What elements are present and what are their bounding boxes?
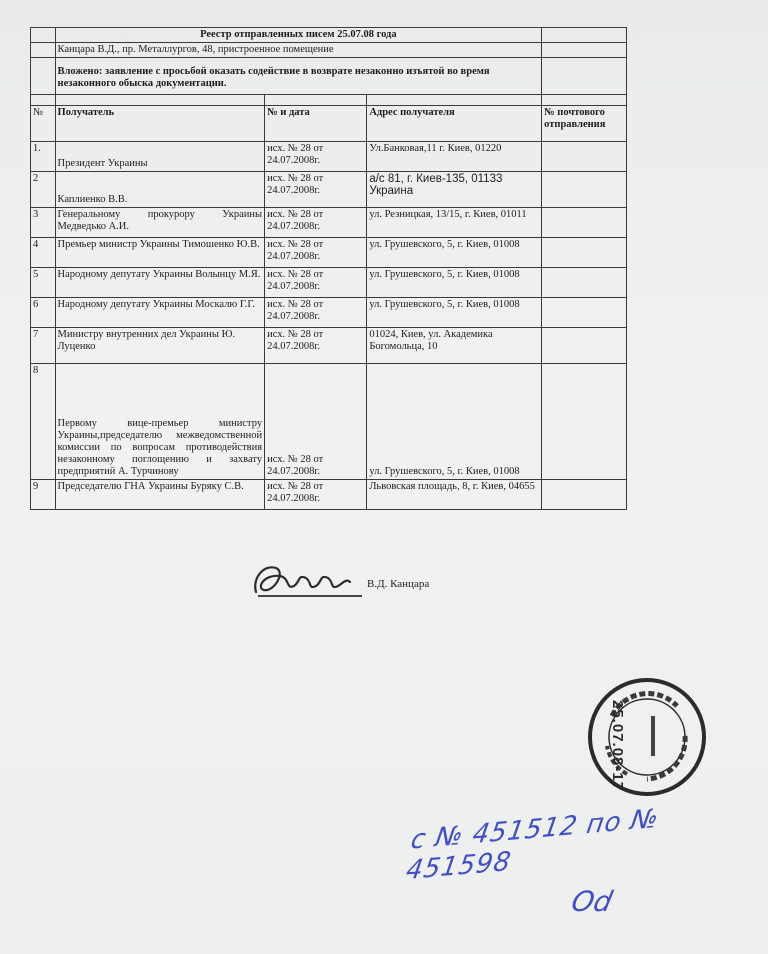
row-recipient: Президент Украины bbox=[55, 142, 265, 172]
row-ref: исх. № 28 от 24.07.2008г. bbox=[265, 364, 367, 480]
row-postal bbox=[542, 268, 627, 298]
header-row bbox=[31, 106, 627, 142]
table-row bbox=[31, 298, 627, 328]
row-address: ул. Грушевского, 5, г. Киев, 01008 bbox=[367, 298, 542, 328]
row-recipient: Первому вице-премьер министру Украины,председателю межведомственной комиссии по вопросам противодействия незаконному поглощению и захвату предприятий А. Турчинову bbox=[55, 364, 265, 480]
row-number: 7 bbox=[31, 328, 56, 364]
row-address: а/с 81, г. Киев-135, 01133 Украина bbox=[367, 172, 542, 208]
row-postal bbox=[542, 238, 627, 268]
registry-table bbox=[30, 27, 627, 510]
row-ref: исх. № 28 от 24.07.2008г. bbox=[265, 298, 367, 328]
row-recipient: Народному депутату Украины Волынцу М.Я. bbox=[55, 268, 265, 298]
stamp-date: 25.07.08-17 bbox=[609, 700, 626, 792]
header-postal: № почтового отправления bbox=[542, 106, 627, 142]
row-address: Ул.Банковая,11 г. Киев, 01220 bbox=[367, 142, 542, 172]
signature-scribble bbox=[250, 560, 370, 605]
row-address: ул. Грушевского, 5, г. Киев, 01008 bbox=[367, 238, 542, 268]
handwritten-initials: Od bbox=[568, 885, 616, 918]
row-ref: исх. № 28 от 24.07.2008г. bbox=[265, 142, 367, 172]
row-postal bbox=[542, 364, 627, 480]
table-row bbox=[31, 142, 627, 172]
row-ref: исх. № 28 от 24.07.2008г. bbox=[265, 480, 367, 510]
header-no: № bbox=[31, 106, 56, 142]
row-recipient: Генеральному прокурору Украины Медведько А.И. bbox=[55, 208, 265, 238]
row-ref: исх. № 28 от 24.07.2008г. bbox=[265, 328, 367, 364]
row-address: ул. Грушевского, 5, г. Киев, 01008 bbox=[367, 364, 542, 480]
sender-line: Канцара В.Д., пр. Металлургов, 48, пристроенное помещение bbox=[55, 43, 542, 58]
table-row bbox=[31, 480, 627, 510]
row-address: ул. Грушевского, 5, г. Киев, 01008 bbox=[367, 268, 542, 298]
postal-stamp bbox=[587, 676, 707, 798]
row-address: ул. Резницкая, 13/15, г. Киев, 01011 bbox=[367, 208, 542, 238]
row-postal bbox=[542, 208, 627, 238]
row-postal bbox=[542, 172, 627, 208]
signer-name: В.Д. Канцара bbox=[367, 578, 430, 590]
sender-row bbox=[31, 43, 627, 58]
title-row bbox=[31, 28, 627, 43]
table-row bbox=[31, 364, 627, 480]
row-ref: исх. № 28 от 24.07.2008г. bbox=[265, 172, 367, 208]
row-postal bbox=[542, 142, 627, 172]
row-number: 5 bbox=[31, 268, 56, 298]
row-recipient: Народному депутату Украины Москалю Г.Г. bbox=[55, 298, 265, 328]
row-number: 2 bbox=[31, 172, 56, 208]
header-address: Адрес получателя bbox=[367, 106, 542, 142]
spacer-row bbox=[31, 95, 627, 106]
header-number-date: № и дата bbox=[265, 106, 367, 142]
row-recipient: Премьер министр Украины Тимошенко Ю.В. bbox=[55, 238, 265, 268]
row-number: 8 bbox=[31, 364, 56, 480]
row-postal bbox=[542, 298, 627, 328]
document-title: Реестр отправленных писем 25.07.08 года bbox=[55, 28, 542, 43]
enclosure-note: Вложено: заявление с просьбой оказать содействие в возврате незаконно изъятой во время незаконного обыска документации. bbox=[55, 58, 542, 95]
row-ref: исх. № 28 от 24.07.2008г. bbox=[265, 208, 367, 238]
row-number: 6 bbox=[31, 298, 56, 328]
row-ref: исх. № 28 от 24.07.2008г. bbox=[265, 238, 367, 268]
row-ref: исх. № 28 от 24.07.2008г. bbox=[265, 268, 367, 298]
row-recipient: Каплиенко В.В. bbox=[55, 172, 265, 208]
row-address: 01024, Киев, ул. Академика Богомольца, 10 bbox=[367, 328, 542, 364]
row-recipient: Министру внутренних дел Украины Ю. Луценко bbox=[55, 328, 265, 364]
header-recipient: Получатель bbox=[55, 106, 265, 142]
row-address: Львовская площадь, 8, г. Киев, 04655 bbox=[367, 480, 542, 510]
row-number: 3 bbox=[31, 208, 56, 238]
row-number: 9 bbox=[31, 480, 56, 510]
table-row bbox=[31, 268, 627, 298]
enclosure-row bbox=[31, 58, 627, 95]
handwritten-number-range: с № 451512 по № 451598 bbox=[403, 803, 662, 887]
table-row bbox=[31, 172, 627, 208]
row-postal bbox=[542, 328, 627, 364]
row-number: 4 bbox=[31, 238, 56, 268]
table-row bbox=[31, 328, 627, 364]
row-postal bbox=[542, 480, 627, 510]
row-number: 1. bbox=[31, 142, 56, 172]
table-row bbox=[31, 238, 627, 268]
table-row bbox=[31, 208, 627, 238]
row-recipient: Председателю ГНА Украины Буряку С.В. bbox=[55, 480, 265, 510]
